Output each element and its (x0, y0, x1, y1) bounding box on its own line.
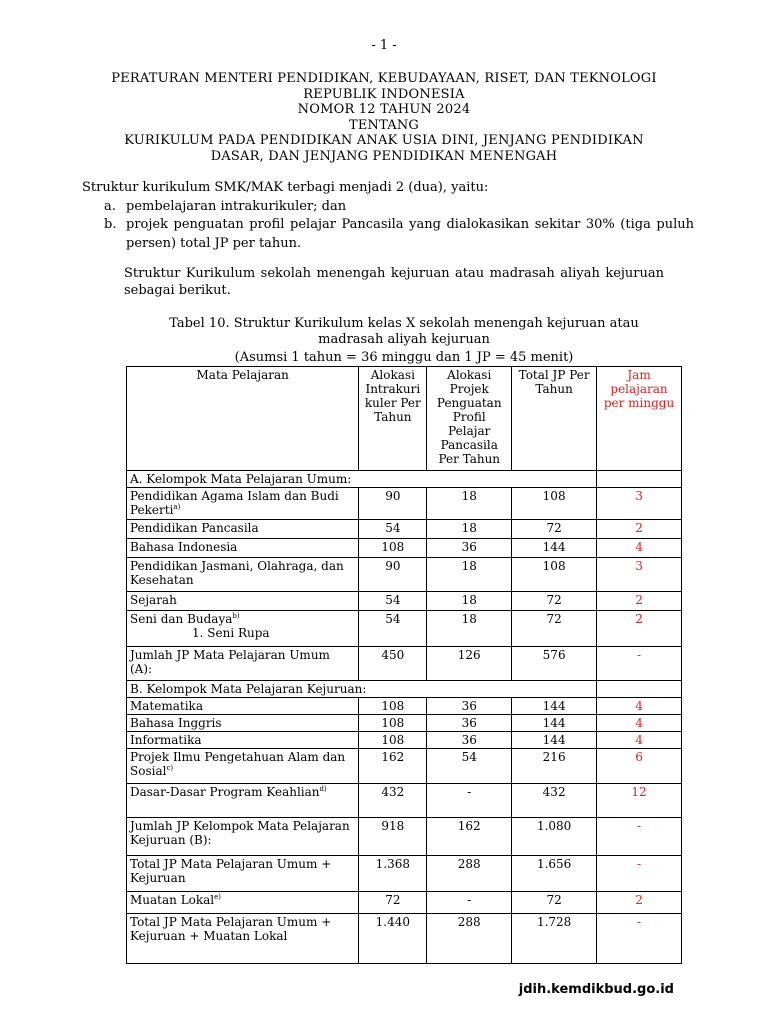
table-row (127, 592, 682, 611)
footnote-marker: e) (214, 893, 222, 901)
header-intrakurikuler: Alokasi Intrakuri kuler Per Tahun (359, 367, 427, 471)
total-jp-cell: 72 (512, 520, 597, 539)
subject-cell (127, 520, 359, 539)
weekly-hours-cell: 4 (597, 732, 682, 749)
projek-cell: 18 (427, 558, 512, 592)
table-row (127, 558, 682, 592)
subject-name: Informatika (130, 733, 202, 747)
weekly-hours-cell: 4 (597, 698, 682, 715)
curriculum-table (126, 366, 682, 964)
intrakurikuler-cell: 108 (359, 715, 427, 732)
intrakurikuler-cell: 54 (359, 520, 427, 539)
weekly-hours-cell: 2 (597, 520, 682, 539)
subject-cell (127, 592, 359, 611)
intro-block (82, 179, 694, 253)
projek-cell: 162 (427, 818, 512, 856)
table-row (127, 892, 682, 914)
list-item (82, 198, 694, 217)
table-row (127, 715, 682, 732)
projek-cell: 288 (427, 914, 512, 964)
weekly-hours-cell: - (597, 818, 682, 856)
section-empty-cell (597, 681, 682, 698)
subject-cell (127, 732, 359, 749)
subject-name: Bahasa Inggris (130, 716, 222, 730)
subject-cell (127, 647, 359, 681)
total-jp-cell: 1.656 (512, 856, 597, 892)
list-text: pembelajaran intrakurikuler; dan (126, 198, 347, 214)
projek-cell: 54 (427, 749, 512, 784)
subject-name: Bahasa Indonesia (130, 540, 238, 554)
projek-cell: 126 (427, 647, 512, 681)
projek-cell: 18 (427, 488, 512, 520)
weekly-hours-cell: 6 (597, 749, 682, 784)
projek-cell: 288 (427, 856, 512, 892)
subject-cell (127, 488, 359, 520)
section-a-label: A. Kelompok Mata Pelajaran Umum: (127, 471, 597, 488)
weekly-hours-cell: 2 (597, 592, 682, 611)
subject-cell (127, 914, 359, 964)
subject-sub-item: 1. Seni Rupa (192, 626, 270, 640)
total-jp-cell: 216 (512, 749, 597, 784)
intrakurikuler-cell: 90 (359, 558, 427, 592)
header-total-jp: Total JP Per Tahun (512, 367, 597, 471)
projek-cell: 36 (427, 698, 512, 715)
header-subject: Mata Pelajaran (127, 367, 359, 471)
weekly-hours-cell: 3 (597, 488, 682, 520)
caption-title-line: Tabel 10. Struktur Kurikulum kelas X sekolah menengah kejuruan atau (169, 316, 639, 331)
intrakurikuler-cell: 1.440 (359, 914, 427, 964)
header-line: TENTANG (348, 117, 420, 133)
table-header-row (127, 367, 682, 471)
page-number: - 1 - (371, 38, 397, 53)
footer-url: jdih.kemdikbud.go.id (518, 982, 674, 997)
total-jp-cell: 1.080 (512, 818, 597, 856)
total-jp-cell: 144 (512, 732, 597, 749)
table-row (127, 488, 682, 520)
total-jp-cell: 72 (512, 892, 597, 914)
table-caption (130, 316, 678, 366)
list-text: projek penguatan profil pelajar Pancasila yang dialokasikan sekitar 30% (tiga puluh persen) total JP per tahun. (126, 217, 694, 251)
section-row (127, 681, 682, 698)
footnote-marker: d) (319, 785, 327, 793)
total-jp-cell: 108 (512, 488, 597, 520)
subject-cell (127, 558, 359, 592)
total-jp-cell: 72 (512, 611, 597, 647)
table-row (127, 647, 682, 681)
subject-cell (127, 856, 359, 892)
total-jp-cell: 432 (512, 784, 597, 818)
header-line: KURIKULUM PADA PENDIDIKAN ANAK USIA DINI, JENJANG PENDIDIKAN (124, 133, 644, 148)
caption-title-line: madrasah aliyah kejuruan (318, 332, 490, 347)
table-row (127, 732, 682, 749)
intrakurikuler-cell: 918 (359, 818, 427, 856)
structure-paragraph: Struktur Kurikulum sekolah menengah kejuruan atau madrasah aliyah kejuruan sebagai berikut. (124, 266, 664, 298)
section-row (127, 471, 682, 488)
table-row (127, 539, 682, 558)
table-row (127, 914, 682, 964)
header-line: PERATURAN MENTERI PENDIDIKAN, KEBUDAYAAN, RISET, DAN TEKNOLOGI (111, 71, 657, 86)
intrakurikuler-cell: 90 (359, 488, 427, 520)
projek-cell: 36 (427, 732, 512, 749)
total-jp-cell: 108 (512, 558, 597, 592)
header-line: REPUBLIK INDONESIA (303, 86, 465, 102)
subject-name: Jumlah JP Kelompok Mata Pelajaran Kejuruan (B): (130, 819, 350, 847)
weekly-hours-cell: - (597, 914, 682, 964)
subject-name: Projek Ilmu Pengetahuan Alam dan Sosial (130, 750, 346, 778)
header-line: NOMOR 12 TAHUN 2024 (297, 102, 471, 117)
subject-cell (127, 698, 359, 715)
intrakurikuler-cell: 1.368 (359, 856, 427, 892)
intrakurikuler-cell: 108 (359, 698, 427, 715)
total-jp-cell: 144 (512, 715, 597, 732)
subject-name: Matematika (130, 699, 203, 713)
total-jp-cell: 576 (512, 647, 597, 681)
total-jp-cell: 144 (512, 698, 597, 715)
weekly-hours-cell: 3 (597, 558, 682, 592)
intrakurikuler-cell: 108 (359, 732, 427, 749)
subject-cell (127, 715, 359, 732)
weekly-hours-cell: - (597, 856, 682, 892)
subject-cell (127, 784, 359, 818)
header-line: DASAR, DAN JENJANG PENDIDIKAN MENENGAH (210, 148, 558, 164)
weekly-hours-cell: 4 (597, 539, 682, 558)
intrakurikuler-cell: 72 (359, 892, 427, 914)
section-empty-cell (597, 471, 682, 488)
intrakurikuler-cell: 162 (359, 749, 427, 784)
intrakurikuler-cell: 450 (359, 647, 427, 681)
header-projek: Alokasi Projek Penguatan Profil Pelajar Pancasila Per Tahun (427, 367, 512, 471)
table-row (127, 611, 682, 647)
table-row (127, 784, 682, 818)
projek-cell: - (427, 784, 512, 818)
subject-name: Pendidikan Pancasila (130, 521, 259, 535)
weekly-hours-cell: 2 (597, 611, 682, 647)
projek-cell: 18 (427, 592, 512, 611)
footnote-marker: b) (232, 612, 240, 620)
subject-name: Dasar-Dasar Program Keahlian (130, 785, 320, 799)
subject-name: Pendidikan Jasmani, Olahraga, dan Kesehatan (130, 559, 344, 587)
subject-cell (127, 892, 359, 914)
weekly-hours-cell: 2 (597, 892, 682, 914)
subject-name: Pendidikan Agama Islam dan Budi Pekerti (130, 489, 339, 517)
list-marker: a. (104, 198, 116, 214)
subject-cell (127, 611, 359, 647)
header-weekly-hours: Jam pelajaran per minggu (597, 367, 682, 471)
table-row (127, 520, 682, 539)
subject-name: Jumlah JP Mata Pelajaran Umum (A): (130, 648, 330, 676)
projek-cell: - (427, 892, 512, 914)
document-header (0, 71, 768, 164)
table-row (127, 818, 682, 856)
intrakurikuler-cell: 54 (359, 592, 427, 611)
subject-cell (127, 749, 359, 784)
subject-name: Total JP Mata Pelajaran Umum + Kejuruan + Muatan Lokal (130, 915, 332, 943)
table-row (127, 856, 682, 892)
intrakurikuler-cell: 432 (359, 784, 427, 818)
table-row (127, 749, 682, 784)
intro-text: Struktur kurikulum SMK/MAK terbagi menjadi 2 (dua), yaitu: (82, 180, 489, 195)
total-jp-cell: 72 (512, 592, 597, 611)
subject-name: Seni dan Budaya (130, 612, 233, 626)
subject-name: Sejarah (130, 593, 177, 607)
total-jp-cell: 1.728 (512, 914, 597, 964)
weekly-hours-cell: 4 (597, 715, 682, 732)
caption-assumption: (Asumsi 1 tahun = 36 minggu dan 1 JP = 45 menit) (234, 350, 574, 365)
total-jp-cell: 144 (512, 539, 597, 558)
projek-cell: 36 (427, 715, 512, 732)
weekly-hours-cell: - (597, 647, 682, 681)
weekly-hours-cell: 12 (597, 784, 682, 818)
subject-name: Total JP Mata Pelajaran Umum + Kejuruan (130, 857, 332, 885)
subject-cell (127, 539, 359, 558)
subject-cell (127, 818, 359, 856)
intrakurikuler-cell: 108 (359, 539, 427, 558)
footnote-marker: c) (166, 764, 174, 772)
section-b-label: B. Kelompok Mata Pelajaran Kejuruan: (127, 681, 597, 698)
footnote-marker: a) (173, 503, 181, 511)
intrakurikuler-cell: 54 (359, 611, 427, 647)
projek-cell: 18 (427, 611, 512, 647)
list-marker: b. (104, 217, 117, 232)
subject-name: Muatan Lokal (130, 893, 215, 907)
projek-cell: 36 (427, 539, 512, 558)
projek-cell: 18 (427, 520, 512, 539)
list-item (82, 216, 694, 253)
table-row (127, 698, 682, 715)
